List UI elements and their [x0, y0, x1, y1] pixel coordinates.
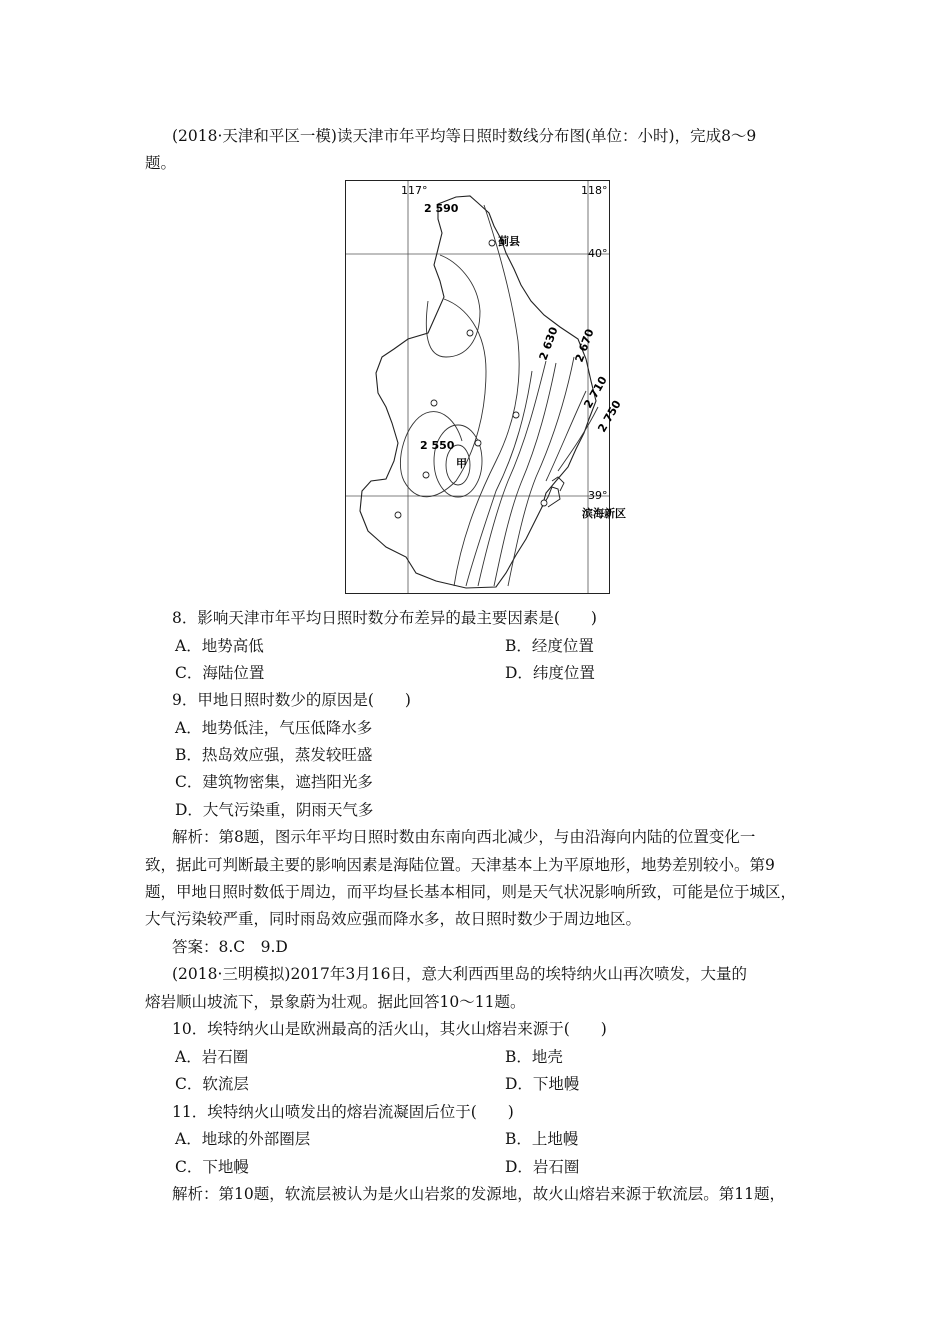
analysis1-line-4: 大气污染较严重，同时雨岛效应强而降水多，故日照时数少于周边地区。	[145, 910, 642, 928]
analysis2-line-1: 解析：第10题，软流层被认为是火山岩浆的发源地，故火山熔岩来源于软流层。第11题，	[172, 1185, 785, 1203]
answer1: 答案：8.C 9.D	[172, 938, 288, 956]
intro-line-2: 题。	[145, 154, 177, 172]
label-lon-117: 117°	[401, 184, 428, 197]
q8-option-c: C．海陆位置	[175, 664, 265, 682]
isoline-2750	[558, 407, 598, 471]
q8-stem: 8．影响天津市年平均日照时数分布差异的最主要因素是( )	[172, 609, 597, 627]
intro-line-1: (2018·天津和平区一模)读天津市年平均等日照时数线分布图(单位：小时)，完成8～9	[172, 127, 757, 145]
analysis1-line-2: 致，据此可判断最主要的影响因素是海陆位置。天津基本上为平原地形，地势差别较小。第9	[145, 856, 775, 874]
station-binhai	[541, 500, 547, 506]
q11-stem: 11．埃特纳火山喷发出的熔岩流凝固后位于( )	[172, 1103, 514, 1121]
station-jia-east	[475, 440, 481, 446]
analysis1-line-3: 题，甲地日照时数低于周边，而平均昼长基本相同，则是天气状况影响所致，可能是位于城区，	[145, 883, 797, 901]
label-lon-118: 118°	[581, 184, 608, 197]
map-svg	[346, 181, 626, 593]
station-west	[431, 400, 437, 406]
q9-stem: 9．甲地日照时数少的原因是( )	[172, 691, 411, 709]
isoline-inner-1	[466, 371, 532, 586]
label-jia: 甲	[456, 457, 467, 470]
intro2-line-2: 熔岩顺山坡流下，景象蔚为壮观。据此回答10～11题。	[145, 993, 526, 1011]
q11-option-b: B．上地幔	[505, 1130, 579, 1148]
station-southwest	[395, 512, 401, 518]
q11-option-a: A．地球的外部圈层	[175, 1130, 311, 1148]
q9-option-d: D．大气污染重，阴雨天气多	[175, 801, 374, 819]
label-iso-2710: 2 710	[581, 374, 610, 411]
q10-option-d: D．下地幔	[505, 1075, 580, 1093]
q11-option-c: C．下地幔	[175, 1158, 249, 1176]
q9-option-b: B．热岛效应强，蒸发较旺盛	[175, 746, 373, 764]
label-iso-2590: 2 590	[424, 202, 459, 215]
label-iso-2670: 2 670	[572, 327, 597, 365]
q10-option-a: A．岩石圈	[175, 1048, 249, 1066]
q8-option-b: B．经度位置	[505, 637, 594, 655]
station-central-east	[513, 412, 519, 418]
label-lat-39: 39°	[588, 489, 608, 502]
q8-option-a: A．地势高低	[175, 637, 264, 655]
isoline-2590	[454, 205, 519, 586]
analysis1-line-1: 解析：第8题，图示年平均日照时数由东南向西北减少，与由沿海向内陆的位置变化一	[172, 828, 756, 846]
q9-option-c: C．建筑物密集，遮挡阳光多	[175, 773, 373, 791]
label-iso-2550: 2 550	[420, 439, 455, 452]
station-jia-west	[423, 472, 429, 478]
label-iso-2750: 2 750	[595, 398, 624, 435]
label-binhai: 滨海新区	[582, 507, 626, 520]
q10-option-b: B．地壳	[505, 1048, 563, 1066]
q11-option-d: D．岩石圈	[505, 1158, 580, 1176]
station-north	[467, 330, 473, 336]
isoline-west-loop	[400, 299, 486, 497]
sunshine-isoline-map	[345, 180, 626, 594]
label-jixian: 蓟县	[498, 235, 520, 248]
label-iso-2630: 2 630	[536, 325, 561, 363]
q8-option-d: D．纬度位置	[505, 664, 595, 682]
label-lat-40: 40°	[588, 247, 608, 260]
tianjin-boundary	[360, 196, 596, 588]
q9-option-a: A．地势低洼，气压低降水多	[175, 719, 373, 737]
q10-option-c: C．软流层	[175, 1075, 249, 1093]
q10-stem: 10．埃特纳火山是欧洲最高的活火山，其火山熔岩来源于( )	[172, 1020, 607, 1038]
isoline-north-loop	[426, 255, 480, 357]
isoline-2630-a	[478, 361, 546, 586]
station-jixian	[489, 240, 495, 246]
intro2-line-1: (2018·三明模拟)2017年3月16日，意大利西西里岛的埃特纳火山再次喷发，大量的	[172, 965, 748, 983]
